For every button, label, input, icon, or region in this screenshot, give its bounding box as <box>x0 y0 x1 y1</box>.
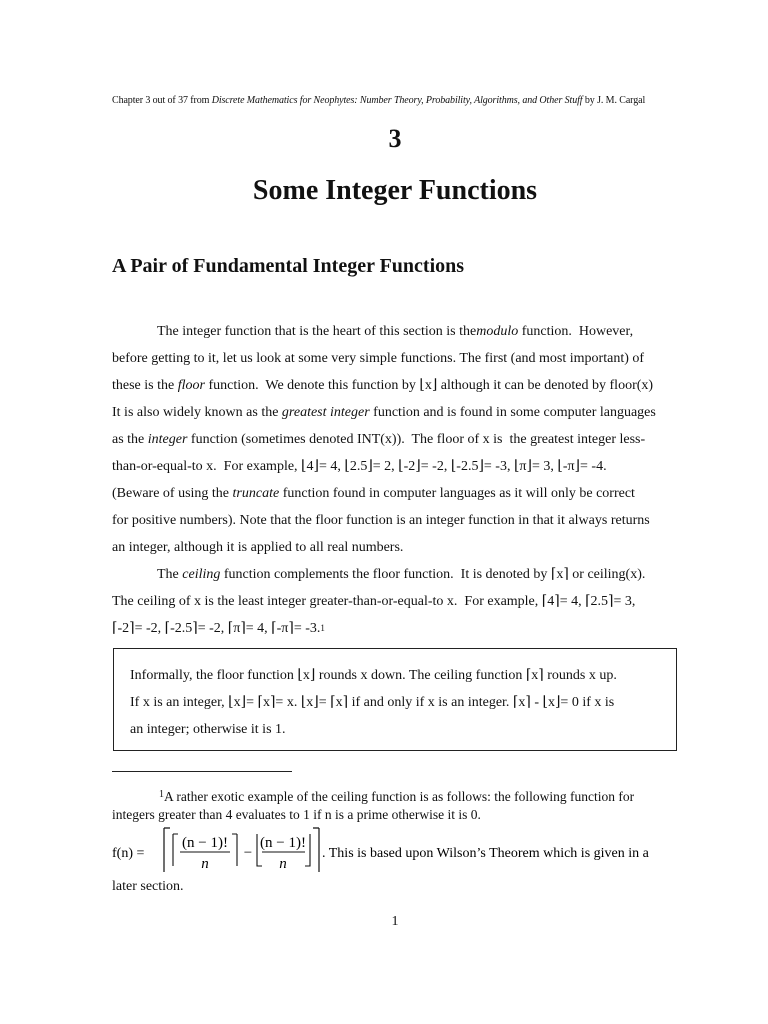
box-line: If x is an integer, ⌊x⌋= ⌈x⌉= x. ⌊x⌋= ⌈x⌉ if and only if x is an integer. ⌈x⌉ - ⌊x⌋= 0 if x is <box>130 695 615 710</box>
header-author: by J. M. Cargal <box>582 95 646 106</box>
outer-ceil-left <box>164 828 170 872</box>
text-line: as the integer function (sometimes denoted INT(x)). The floor of x is the greatest integer less- <box>112 426 680 453</box>
text-line: The integer function that is the heart of this section is the modulo function. However, <box>112 318 680 345</box>
fraction-numerator: (n − 1)! <box>260 835 306 851</box>
fraction-denominator: n <box>279 856 287 872</box>
fraction-denominator: n <box>201 856 209 872</box>
formula-svg <box>112 822 682 877</box>
footnote-divider <box>112 771 292 772</box>
chapter-number: 3 <box>388 124 402 153</box>
footnote-mark: 1 <box>159 789 164 800</box>
footnote-line: $^1$A rather exotic example of the ceiling function is as follows: the following function for <box>159 789 635 804</box>
emphasis: truncate <box>232 486 280 501</box>
footnote-ref[interactable]: 1 <box>320 623 325 633</box>
formula-lhs: f(n) = <box>112 846 145 861</box>
paragraph-floor <box>112 318 680 561</box>
footnote-line: integers greater than 4 evaluates to 1 if n is a prime otherwise it is 0. <box>112 807 481 822</box>
formula-tail: . This is based upon Wilson’s Theorem which is given in a <box>322 846 649 861</box>
text-line: It is also widely known as the greatest integer function and is found in some computer languages <box>112 399 680 426</box>
footnote <box>112 786 680 824</box>
emphasis: floor <box>177 378 205 393</box>
inner-ceil-left <box>173 834 178 866</box>
box-line: an integer; otherwise it is 1. <box>130 722 286 737</box>
header-prefix: Chapter 3 out of 37 from <box>112 95 212 106</box>
emphasis: modulo <box>476 324 519 339</box>
box-line: Informally, the floor function ⌊x⌋ rounds x down. The ceiling function ⌈x⌉ rounds x up. <box>130 668 617 683</box>
text-line: for positive numbers). Note that the floor function is an integer function in that it always returns <box>112 513 650 528</box>
fraction-numerator: (n − 1)! <box>182 835 228 851</box>
section-heading: A Pair of Fundamental Integer Functions <box>112 255 465 277</box>
emphasis: integer <box>147 432 188 447</box>
text-line: before getting to it, let us look at some very simple functions. The first (and most important) of <box>112 351 645 366</box>
text-line: these is the floor function. We denote this function by ⌊x⌋ although it can be denoted by floor(x) <box>112 372 680 399</box>
paragraph-ceiling <box>112 561 680 642</box>
text-line: than-or-equal-to x. For example, ⌊4⌋= 4, ⌊2.5⌋= 2, ⌊-2⌋= -2, ⌊-2.5⌋= -3, ⌊π⌋= 3, ⌊-π⌋= -4. <box>112 459 607 474</box>
text-line: ⌈-2⌉= -2, ⌈-2.5⌉= -2, ⌈π⌉= 4, ⌈-π⌉= -3. 1 <box>112 615 680 642</box>
text-line: (Beware of using the truncate function found in computer languages as it will only be correct <box>112 480 680 507</box>
outer-ceil-right <box>313 828 319 872</box>
emphasis: greatest integer <box>281 405 370 420</box>
text-line: The ceiling of x is the least integer greater-than-or-equal-to x. For example, ⌈4⌉= 4, ⌈2.5⌉= 3, <box>112 594 636 609</box>
page-number: 1 <box>391 914 399 929</box>
summary-box <box>113 648 677 751</box>
text-line: The ceiling function complements the floor function. It is denoted by ⌈x⌉ or ceiling(x). <box>112 561 680 588</box>
inner-ceil-right <box>232 834 237 866</box>
wilson-formula <box>112 822 682 877</box>
minus-sign: − <box>243 845 253 861</box>
emphasis: ceiling <box>182 567 221 582</box>
running-header <box>112 95 682 106</box>
chapter-title: Some Integer Functions <box>252 175 538 206</box>
text-line: an integer, although it is applied to all real numbers. <box>112 540 404 555</box>
footnote-last-line: later section. <box>112 879 184 894</box>
header-book-title: Discrete Mathematics for Neophytes: Number Theory, Probability, Algorithms, and Other Stuff <box>211 95 583 106</box>
